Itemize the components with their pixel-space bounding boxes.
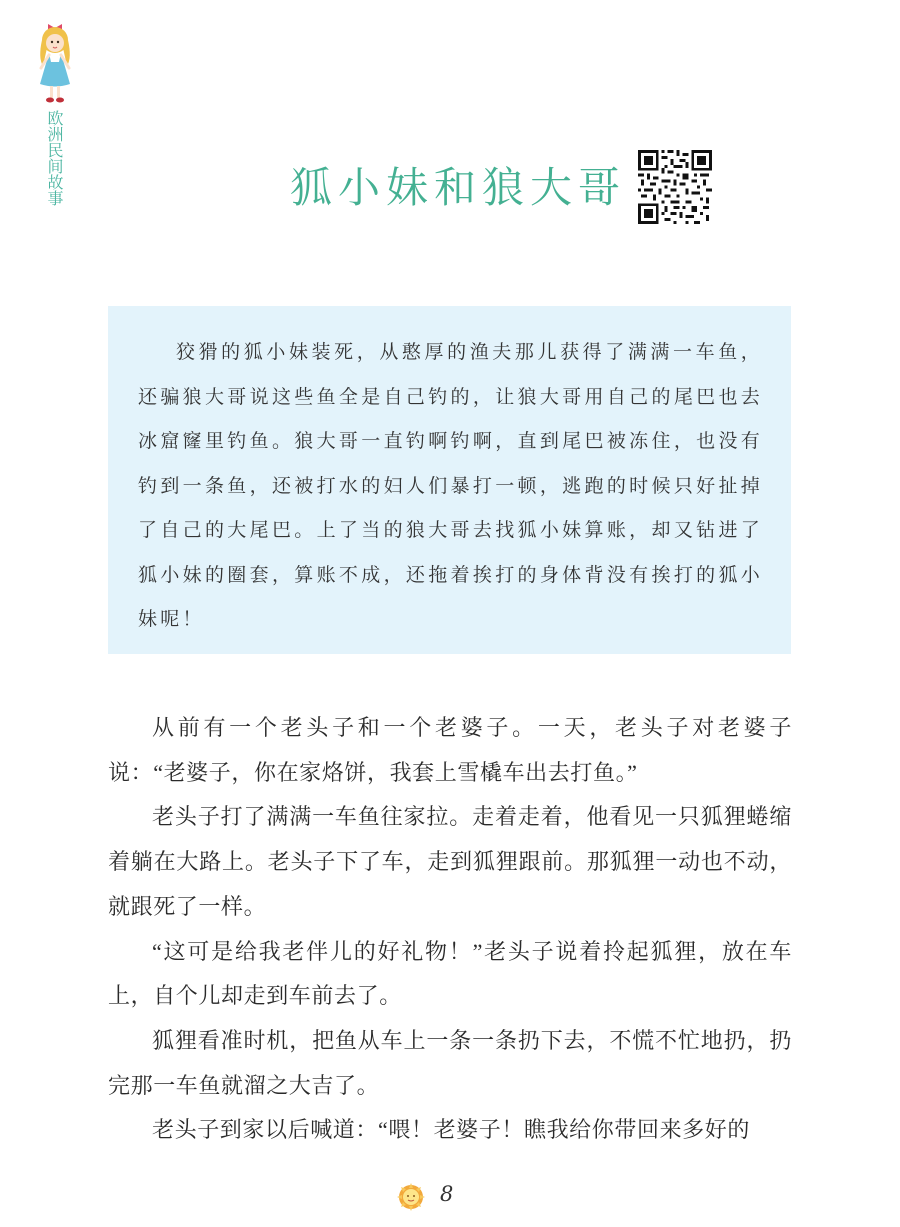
body-paragraph-4: 狐狸看准时机，把鱼从车上一条一条扔下去，不慌不忙地扔，扔完那一车鱼就溜之大吉了。 [108, 1027, 792, 1098]
body-paragraph-2: 老头子打了满满一车鱼往家拉。走着走着，他看见一只狐狸蜷缩着躺在大路上。老头子下了车，走到狐狸跟前。那狐狸一动也不动，就跟死了一样。 [108, 804, 792, 919]
body-paragraph-3: “这可是给我老伴儿的好礼物！”老头子说着拎起狐狸，放在车上，自个儿却走到车前去了。 [108, 938, 792, 1009]
body-paragraph-1: 从前有一个老头子和一个老婆子。一天，老头子对老婆子说：“老婆子，你在家烙饼，我套上雪橇车出去打鱼。” [108, 715, 792, 785]
body-paragraph-5: 老头子到家以后喊道：“喂！老婆子！瞧我给你带回来多好的 [152, 1117, 750, 1143]
story-body [108, 706, 792, 1153]
summary-text: 狡猾的狐小妹装死，从憨厚的渔夫那儿获得了满满一车鱼，还骗狼大哥说这些鱼全是自己钓的，让狼大哥用自己的尾巴也去冰窟窿里钓鱼。狼大哥一直钓啊钓啊，直到尾巴被冻住，也没有钓到一条鱼，还被打水的妇人们暴打一顿，逃跑的时候只好扯掉了自己的大尾巴。上了当的狼大哥去找狐小妹算账，却又钻进了狐小妹的圈套，算账不成，还拖着挨打的身体背没有挨打的狐小妹呢！ [138, 341, 763, 630]
girl-illustration-icon [30, 18, 80, 108]
page-footer [396, 1180, 516, 1216]
qr-code-icon[interactable] [638, 150, 712, 224]
page-number: 8 [440, 1182, 454, 1206]
series-label: 欧洲民间故事 [45, 110, 64, 206]
story-summary-box [108, 306, 791, 654]
series-marker [30, 18, 80, 108]
story-title: 狐小妹和狼大哥 [290, 163, 627, 212]
sun-icon [396, 1182, 426, 1212]
